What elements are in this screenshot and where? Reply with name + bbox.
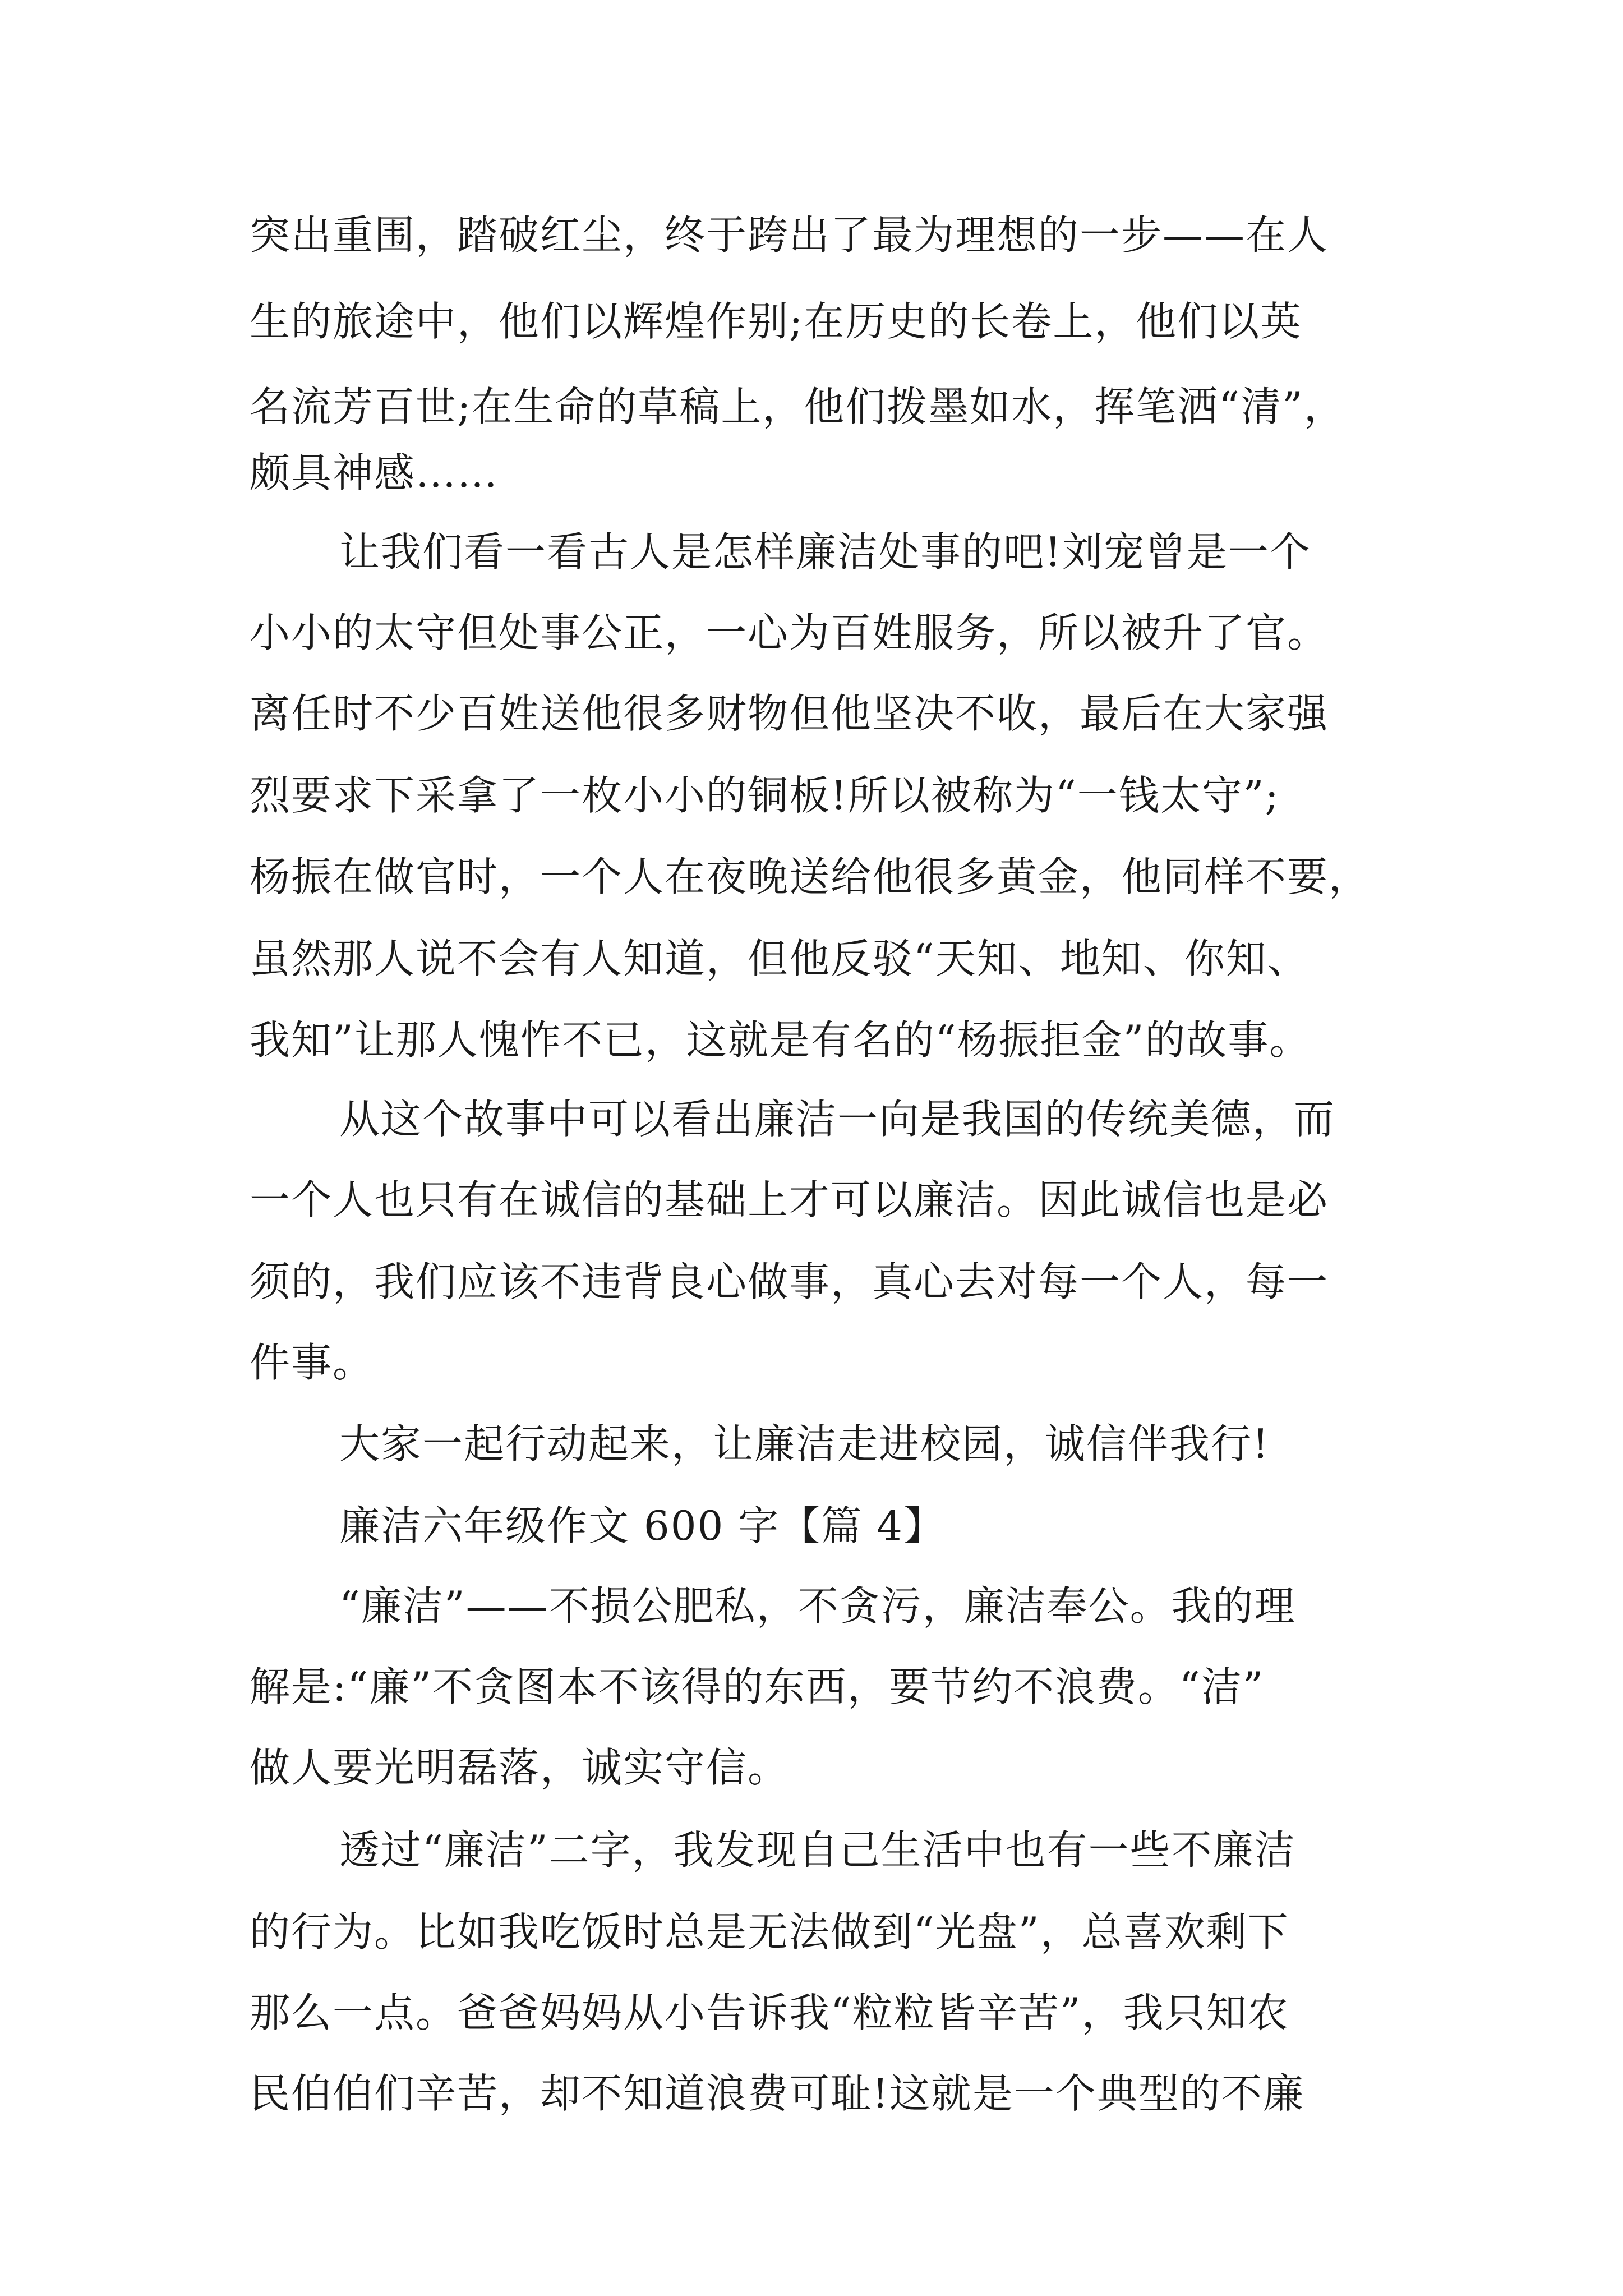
text-line: 做人要光明磊落，诚实守信。 xyxy=(250,1744,790,1791)
text-line: 的行为。比如我吃饭时总是无法做到“光盘”，总喜欢剩下 xyxy=(250,1908,1289,1955)
text-line: 我知”让那人愧怍不已，这就是有名的“杨振拒金”的故事。 xyxy=(250,1016,1311,1064)
text-line: 颇具神感…… xyxy=(250,449,499,496)
text-line: 烈要求下采拿了一枚小小的铜板!所以被称为“一钱太守”; xyxy=(250,772,1280,819)
text-line: 离任时不少百姓送他很多财物但他坚决不收，最后在大家强 xyxy=(250,690,1329,737)
text-line: 杨振在做官时，一个人在夜晚送给他很多黄金，他同样不要， xyxy=(250,853,1371,900)
text-line: 虽然那人说不会有人知道，但他反驳“天知、地知、你知、 xyxy=(250,935,1309,982)
text-line: 件事。 xyxy=(250,1339,375,1386)
text-line: 名流芳百世;在生命的草稿上，他们拨墨如水，挥笔洒“清”， xyxy=(250,383,1345,430)
text-line: 小小的太守但处事公正，一心为百姓服务，所以被升了官。 xyxy=(250,609,1329,656)
text-line: 解是:“廉”不贪图本不该得的东西，要节约不浪费。“洁” xyxy=(250,1663,1265,1710)
text-line: 大家一起行动起来，让廉洁走进校园，诚信伴我行! xyxy=(339,1420,1270,1467)
text-line: 让我们看一看古人是怎样廉洁处事的吧!刘宠曾是一个 xyxy=(339,528,1311,576)
text-line: 突出重围，踏破红尘，终于跨出了最为理想的一步——在人 xyxy=(250,211,1329,259)
text-line: 从这个故事中可以看出廉洁一向是我国的传统美德，而 xyxy=(339,1096,1336,1143)
section-heading: 廉洁六年级作文 600 字【篇 4】 xyxy=(339,1502,945,1549)
text-line: 民伯伯们辛苦，却不知道浪费可耻!这就是一个典型的不廉 xyxy=(250,2070,1304,2117)
text-line: 那么一点。爸爸妈妈从小告诉我“粒粒皆辛苦”，我只知农 xyxy=(250,1989,1289,2036)
text-line: 须的，我们应该不违背良心做事，真心去对每一个人，每一 xyxy=(250,1258,1329,1305)
text-line: 一个人也只有在诚信的基础上才可以廉洁。因此诚信也是必 xyxy=(250,1176,1329,1223)
text-line: 生的旅途中，他们以辉煌作别;在历史的长卷上，他们以英 xyxy=(250,298,1302,345)
text-line: 透过“廉洁”二字，我发现自己生活中也有一些不廉洁 xyxy=(339,1826,1296,1874)
text-line: “廉洁”——不损公肥私，不贪污，廉洁奉公。我的理 xyxy=(339,1582,1296,1630)
